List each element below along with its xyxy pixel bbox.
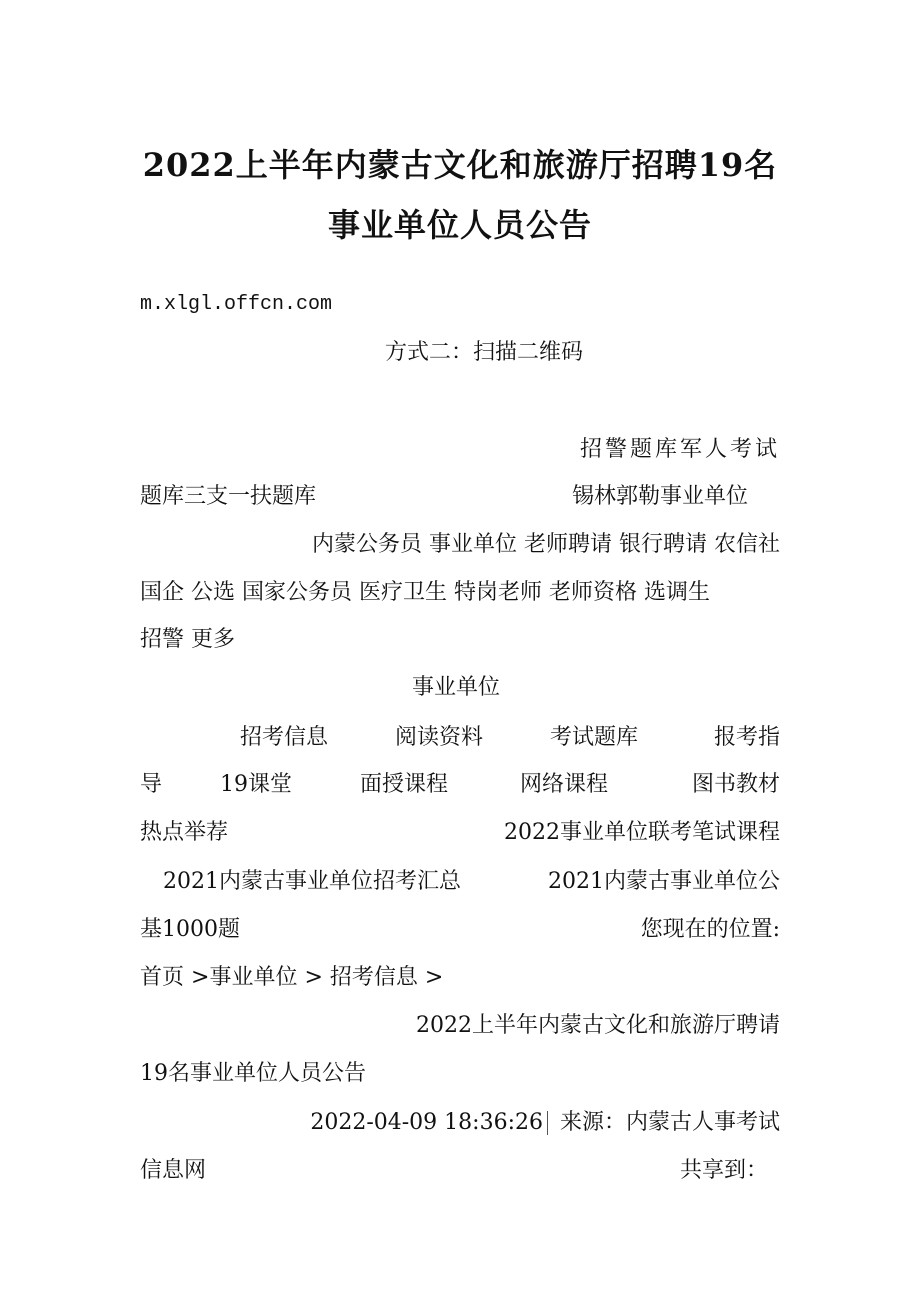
source: 来源：内蒙古人事考试: [559, 1110, 780, 1135]
hot-link[interactable]: 2021内蒙古事业单位公: [548, 869, 780, 894]
category-links[interactable]: 内蒙公务员 事业单位 老师聘请 银行聘请 农信社: [312, 532, 780, 557]
nav-item[interactable]: 19课堂: [220, 772, 292, 797]
nav-item[interactable]: 图书教材: [691, 772, 780, 797]
hot-link[interactable]: 2022事业单位联考笔试课程: [504, 820, 780, 845]
nav-item[interactable]: 导: [140, 772, 163, 797]
nav-item[interactable]: 面授课程: [360, 772, 449, 797]
article-meta: [310, 1109, 780, 1137]
hot-link[interactable]: 2021内蒙古事业单位招考汇总: [163, 869, 461, 894]
hot-label: 热点举荐: [140, 820, 229, 845]
hot-link[interactable]: 基1000题: [140, 917, 240, 942]
publish-datetime: 2022-04-09 18:36:26: [310, 1110, 543, 1135]
separator: [547, 1111, 548, 1135]
category-links[interactable]: 招警 更多: [140, 627, 235, 652]
breadcrumb-subcategory[interactable]: 招考信息: [329, 965, 418, 990]
category-links[interactable]: 国企 公选 国家公务员 医疗卫生 特岗老师 老师资格 选调生: [140, 580, 710, 605]
site-url[interactable]: m.xlgl.offcn.com: [140, 293, 333, 316]
nav-item[interactable]: 网络课程: [520, 772, 609, 797]
location-label: 您现在的位置:: [640, 917, 780, 942]
breadcrumb-separator: >: [424, 965, 444, 990]
document-title-line1: 2022上半年内蒙古文化和旅游厅招聘19名: [142, 146, 778, 184]
qr-method-text: 方式二：扫描二维码: [385, 340, 584, 365]
share-label: 共享到：: [680, 1158, 769, 1183]
breadcrumb-category[interactable]: >事业单位: [191, 965, 298, 990]
section-heading: 事业单位: [412, 675, 501, 700]
nav-item[interactable]: 考试题库: [550, 725, 639, 750]
question-bank-link[interactable]: 招警题库军人考试: [579, 437, 780, 462]
document-title-line2: 事业单位人员公告: [327, 206, 592, 244]
article-title-line1: 2022上半年内蒙古文化和旅游厅聘请: [416, 1013, 780, 1038]
question-bank-link[interactable]: 题库三支一扶题库: [140, 484, 317, 509]
nav-item[interactable]: 报考指: [713, 725, 780, 750]
source-continued: 信息网: [140, 1158, 207, 1183]
breadcrumb: [140, 964, 443, 992]
article-title-line2: 19名事业单位人员公告: [140, 1061, 366, 1086]
breadcrumb-separator: >: [304, 965, 323, 990]
breadcrumb-home[interactable]: 首页: [140, 965, 185, 990]
region-link[interactable]: 锡林郭勒事业单位: [572, 484, 749, 509]
nav-item[interactable]: 招考信息: [240, 725, 329, 750]
nav-item[interactable]: 阅读资料: [395, 725, 484, 750]
